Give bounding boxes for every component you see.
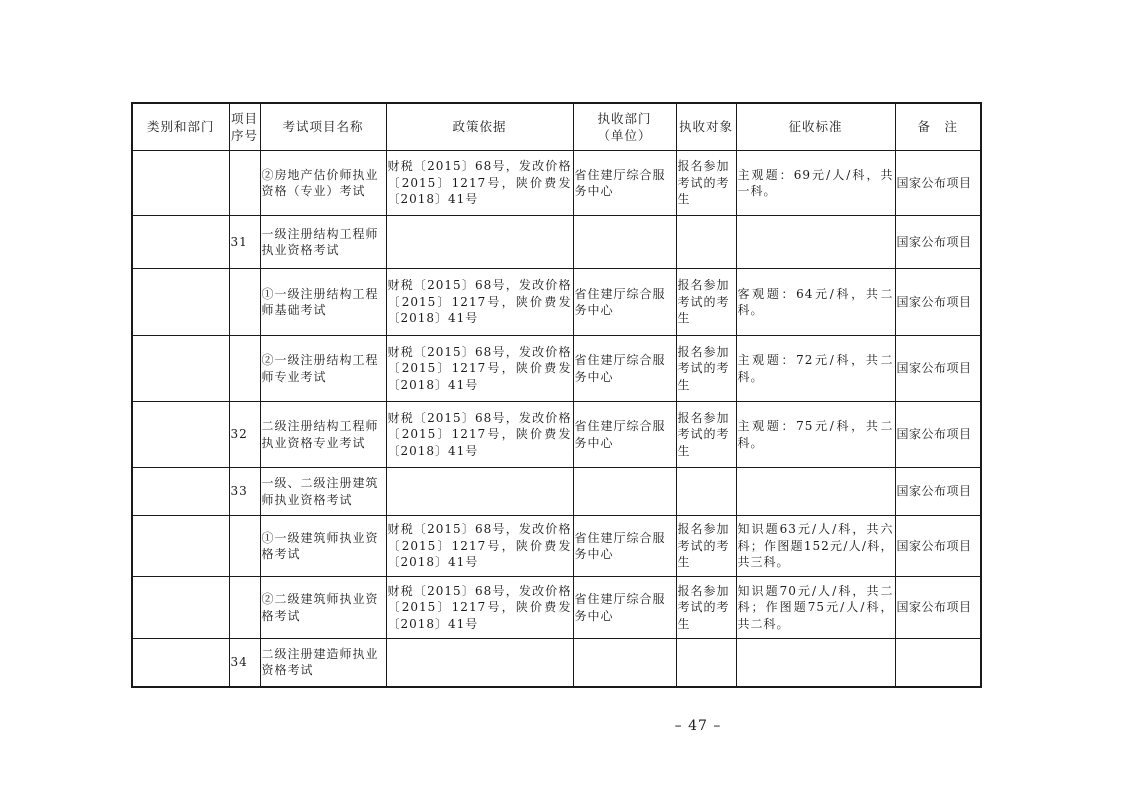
cell-seq: 34	[229, 639, 260, 687]
cell-note: 国家公布项目	[895, 468, 981, 516]
page-number: – 47 –	[674, 718, 722, 734]
cell-category	[132, 516, 229, 577]
cell-payer	[676, 468, 736, 516]
cell-seq	[229, 336, 260, 402]
cell-policy-basis: 财税〔2015〕68号，发改价格〔2015〕1217号，陕价费发〔2018〕41号	[386, 577, 573, 639]
cell-category	[132, 468, 229, 516]
cell-payer	[676, 639, 736, 687]
cell-note: 国家公布项目	[895, 402, 981, 468]
cell-seq: 31	[229, 216, 260, 269]
table-row	[132, 269, 981, 336]
table-row	[132, 577, 981, 639]
cell-fee-standard: 知识题63元/人/科，共六科；作图题152元/人/科，共三科。	[736, 516, 895, 577]
cell-payer: 报名参加考试的考生	[676, 269, 736, 336]
cell-category	[132, 336, 229, 402]
cell-fee-standard	[736, 468, 895, 516]
cell-fee-standard: 主观题：72元/科，共二科。	[736, 336, 895, 402]
cell-payer: 报名参加考试的考生	[676, 516, 736, 577]
cell-seq	[229, 577, 260, 639]
cell-collecting-dept	[573, 468, 676, 516]
table-row	[132, 468, 981, 516]
cell-seq: 33	[229, 468, 260, 516]
cell-category	[132, 402, 229, 468]
cell-payer	[676, 216, 736, 269]
cell-fee-standard: 客观题：64元/科，共二科。	[736, 269, 895, 336]
cell-policy-basis: 财税〔2015〕68号，发改价格〔2015〕1217号，陕价费发〔2018〕41号	[386, 269, 573, 336]
cell-note: 国家公布项目	[895, 269, 981, 336]
cell-exam-name: 一级注册结构工程师执业资格考试	[260, 216, 386, 269]
header-seq: 项目 序号	[229, 103, 260, 151]
table-row	[132, 336, 981, 402]
header-payer: 执收对象	[676, 103, 736, 151]
cell-policy-basis	[386, 468, 573, 516]
cell-note: 国家公布项目	[895, 516, 981, 577]
cell-fee-standard	[736, 639, 895, 687]
cell-collecting-dept: 省住建厅综合服务中心	[573, 577, 676, 639]
cell-note: 国家公布项目	[895, 216, 981, 269]
cell-category	[132, 639, 229, 687]
cell-note	[895, 639, 981, 687]
cell-category	[132, 216, 229, 269]
cell-exam-name: ②二级建筑师执业资格考试	[260, 577, 386, 639]
cell-category	[132, 151, 229, 216]
cell-collecting-dept	[573, 639, 676, 687]
cell-category	[132, 269, 229, 336]
cell-note: 国家公布项目	[895, 151, 981, 216]
cell-collecting-dept: 省住建厅综合服务中心	[573, 402, 676, 468]
table-row	[132, 639, 981, 687]
cell-fee-standard: 主观题：69元/人/科，共一科。	[736, 151, 895, 216]
cell-policy-basis: 财税〔2015〕68号，发改价格〔2015〕1217号，陕价费发〔2018〕41号	[386, 516, 573, 577]
fee-standard-table	[131, 102, 982, 688]
header-fee-standard: 征收标准	[736, 103, 895, 151]
cell-collecting-dept	[573, 216, 676, 269]
cell-policy-basis	[386, 216, 573, 269]
cell-seq: 32	[229, 402, 260, 468]
table-row	[132, 216, 981, 269]
cell-exam-name: ①一级注册结构工程师基础考试	[260, 269, 386, 336]
cell-exam-name: 二级注册结构工程师执业资格专业考试	[260, 402, 386, 468]
cell-fee-standard: 主观题：75元/科，共二科。	[736, 402, 895, 468]
cell-collecting-dept: 省住建厅综合服务中心	[573, 269, 676, 336]
cell-exam-name: ②一级注册结构工程师专业考试	[260, 336, 386, 402]
cell-seq	[229, 516, 260, 577]
header-note: 备 注	[895, 103, 981, 151]
cell-seq	[229, 151, 260, 216]
cell-exam-name: 一级、二级注册建筑师执业资格考试	[260, 468, 386, 516]
cell-exam-name: ②房地产估价师执业资格（专业）考试	[260, 151, 386, 216]
cell-exam-name: 二级注册建造师执业资格考试	[260, 639, 386, 687]
cell-note: 国家公布项目	[895, 577, 981, 639]
header-policy-basis: 政策依据	[386, 103, 573, 151]
cell-policy-basis: 财税〔2015〕68号，发改价格〔2015〕1217号，陕价费发〔2018〕41号	[386, 336, 573, 402]
header-collecting-dept: 执收部门 （单位）	[573, 103, 676, 151]
table-header-row	[132, 103, 981, 151]
table-row	[132, 151, 981, 216]
cell-policy-basis: 财税〔2015〕68号，发改价格〔2015〕1217号，陕价费发〔2018〕41号	[386, 402, 573, 468]
header-exam-name: 考试项目名称	[260, 103, 386, 151]
cell-fee-standard: 知识题70元/人/科，共二科；作图题75元/人/科，共二科。	[736, 577, 895, 639]
cell-fee-standard	[736, 216, 895, 269]
cell-policy-basis	[386, 639, 573, 687]
cell-payer: 报名参加考试的考生	[676, 151, 736, 216]
cell-collecting-dept: 省住建厅综合服务中心	[573, 516, 676, 577]
header-category: 类别和部门	[132, 103, 229, 151]
cell-note: 国家公布项目	[895, 336, 981, 402]
cell-payer: 报名参加考试的考生	[676, 577, 736, 639]
table-row	[132, 516, 981, 577]
cell-seq	[229, 269, 260, 336]
cell-category	[132, 577, 229, 639]
cell-collecting-dept: 省住建厅综合服务中心	[573, 336, 676, 402]
cell-collecting-dept: 省住建厅综合服务中心	[573, 151, 676, 216]
cell-exam-name: ①一级建筑师执业资格考试	[260, 516, 386, 577]
cell-payer: 报名参加考试的考生	[676, 336, 736, 402]
table-row	[132, 402, 981, 468]
cell-payer: 报名参加考试的考生	[676, 402, 736, 468]
cell-policy-basis: 财税〔2015〕68号，发改价格〔2015〕1217号，陕价费发〔2018〕41号	[386, 151, 573, 216]
